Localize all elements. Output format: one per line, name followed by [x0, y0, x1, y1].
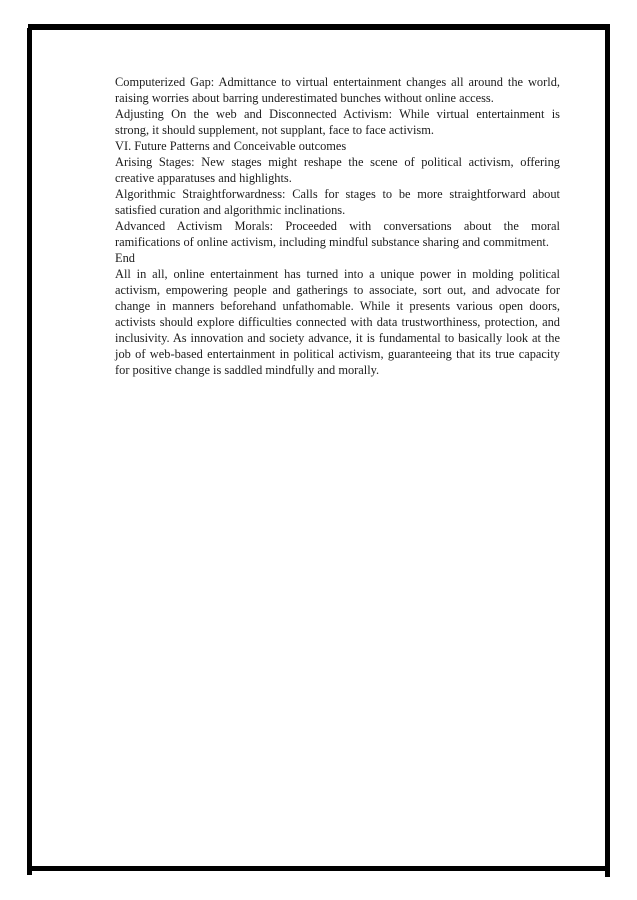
- text-line: [115, 170, 560, 186]
- text-line-content: activists should explore difficulties connected with data trustworthiness, protection, and: [115, 315, 560, 329]
- text-line-content: satisfied curation and algorithmic inclinations.: [115, 203, 346, 217]
- page-border-right: [605, 24, 610, 877]
- text-body: [115, 74, 560, 378]
- text-line: [115, 74, 560, 90]
- text-line: [115, 202, 560, 218]
- text-line-content: activism, empowering people and gatherings to associate, sort out, and advocate for: [115, 283, 560, 297]
- page-border-top: [28, 24, 610, 30]
- text-line: [115, 154, 560, 170]
- text-line-content: Arising Stages: New stages might reshape the scene of political activism, offering: [115, 155, 560, 169]
- text-line: [115, 234, 560, 250]
- text-line-content: for positive change is saddled mindfully and morally.: [115, 363, 380, 377]
- page-border-left: [27, 28, 32, 875]
- text-line: [115, 330, 560, 346]
- text-line: [115, 122, 560, 138]
- text-line-content: VI. Future Patterns and Conceivable outcomes: [115, 139, 347, 153]
- text-line-content: Computerized Gap: Admittance to virtual entertainment changes all around the world,: [115, 75, 560, 89]
- page-border-bottom: [29, 866, 610, 871]
- text-line-content: raising worries about barring underestimated bunches without online access.: [115, 91, 494, 105]
- text-line: [115, 282, 560, 298]
- text-line-content: End: [115, 251, 135, 265]
- text-line-content: All in all, online entertainment has turned into a unique power in molding political: [115, 267, 560, 281]
- text-line: [115, 218, 560, 234]
- text-line: [115, 362, 560, 378]
- text-line: [115, 106, 560, 122]
- text-line-content: inclusivity. As innovation and society advance, it is fundamental to basically look at the: [115, 331, 560, 345]
- text-line: [115, 298, 560, 314]
- text-line: [115, 90, 560, 106]
- text-line-content: creative apparatuses and highlights.: [115, 171, 292, 185]
- text-line-content: ramifications of online activism, including mindful substance sharing and commitment.: [115, 235, 549, 249]
- text-line: [115, 250, 560, 266]
- text-line: [115, 138, 560, 154]
- text-line-content: change in manners beforehand unfathomable. While it presents various open doors,: [115, 299, 560, 313]
- text-line-content: Adjusting On the web and Disconnected Activism: While virtual entertainment is: [115, 107, 560, 121]
- text-line: [115, 186, 560, 202]
- text-line-content: strong, it should supplement, not supplant, face to face activism.: [115, 123, 434, 137]
- text-line: [115, 266, 560, 282]
- text-line-content: job of web-based entertainment in political activism, guaranteeing that its true capacity: [115, 347, 560, 361]
- text-line-content: Advanced Activism Morals: Proceeded with conversations about the moral: [115, 219, 560, 233]
- text-line: [115, 314, 560, 330]
- text-line-content: Algorithmic Straightforwardness: Calls for stages to be more straightforward about: [115, 187, 560, 201]
- text-line: [115, 346, 560, 362]
